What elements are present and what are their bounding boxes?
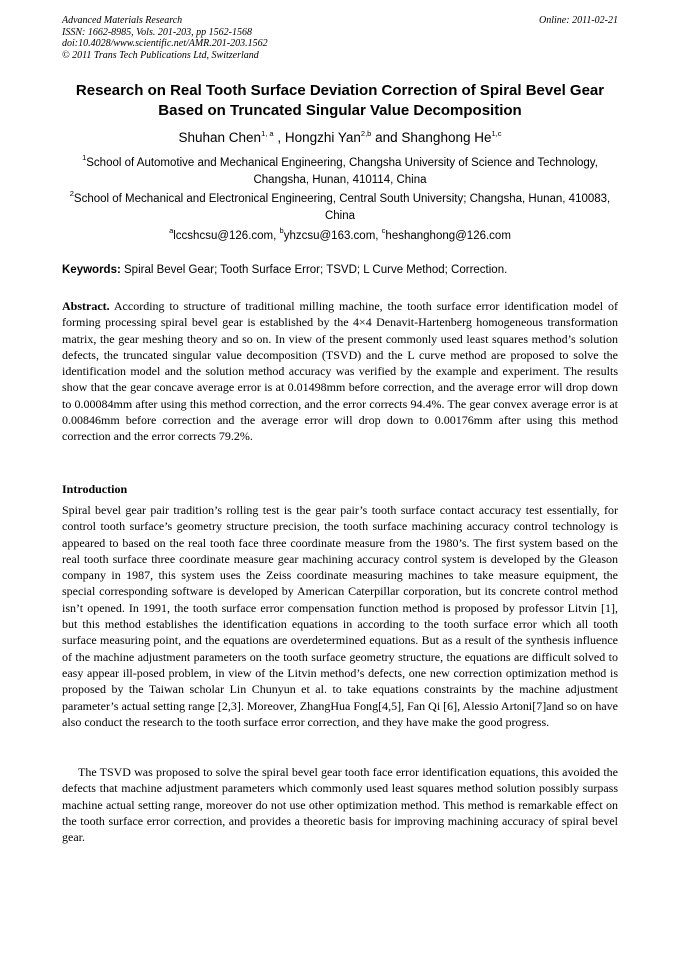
affiliation-superscript: 1 (82, 153, 87, 163)
doi-line: doi:10.4028/www.scientific.net/AMR.201-203.1562 (62, 38, 268, 49)
section-heading-introduction: Introduction (62, 482, 128, 496)
online-date: Online: 2011-02-21 (539, 15, 618, 26)
author-separator: , (273, 130, 285, 145)
keywords (62, 262, 618, 278)
author-list (62, 129, 618, 147)
affiliation-2 (62, 191, 618, 224)
author-superscript: 1,c (491, 128, 502, 138)
affiliation-superscript: 2 (69, 189, 74, 199)
email-address: lccshcsu@126.com (173, 230, 274, 242)
abstract (62, 298, 618, 445)
email-superscript: c (381, 226, 386, 236)
paper-title: Research on Real Tooth Surface Deviation Correction of Spiral Bevel Gear Based on Truncated Singular Value Decomposition (75, 82, 605, 119)
abstract-text: According to structure of traditional milling machine, the tooth surface error identification model of forming processing spiral bevel gear is established by the 4×4 Denavit-Hartenberg homogeneous transformation matrix, the gear meshing theory and so on. In view of the present commonly used least squares method’s solution defects, the truncated singular value decomposition (TSVD) and the L curve method are proposed to solve the identification model and the solution method accuracy was verified by the example and experiment. The results show that the gear concave average error is at 0.01498mm before correction, and the average error will drop down to 0.00084mm after using this method correction, and the error corrects 94.4%. The gear convex average error is at 0.00846mm before correction and the average error will drop down to 0.00176mm after using this method correction and the error corrects 79.2%. (62, 299, 618, 444)
journal-name: Advanced Materials Research (62, 15, 183, 26)
keywords-label: Keywords: (62, 264, 121, 276)
abstract-label: Abstract. (62, 299, 110, 313)
issn-line: ISSN: 1662-8985, Vols. 201-203, pp 1562-1568 (62, 26, 252, 38)
email-address: heshanghong@126.com (385, 230, 511, 242)
author-superscript: 2,b (360, 128, 372, 138)
affiliation-text: School of Automotive and Mechanical Engineering, Changsha University of Science and Technology, Changsha, Hunan, 410114, China (86, 157, 598, 186)
author-name: Shanghong He (401, 130, 492, 145)
copyright-line: © 2011 Trans Tech Publications Ltd, Switzerland (62, 49, 259, 61)
keywords-text: Spiral Bevel Gear; Tooth Surface Error; TSVD; L Curve Method; Correction. (124, 264, 508, 276)
author-name: Shuhan Chen (178, 130, 262, 145)
author-superscript: 1, a (261, 128, 274, 138)
affiliation-text: School of Mechanical and Electronical Engineering, Central South University; Changsha, Hunan, 410083, China (73, 193, 611, 222)
author-name: Hongzhi Yan (284, 130, 361, 145)
introduction-paragraph-1: Spiral bevel gear pair tradition’s rolling test is the gear pair’s tooth surface contact accuracy test essentially, for control tooth surface’s geometry structure precision, the tooth surface machining accuracy control technology is appeared to based on the real tooth face three coordinate measure from the 1980’s. The first system based on the real tooth surface three coordinate measure gear machining accuracy control system is developed by the Gleason company in 1987, this system uses the Zeiss coordinate measuring machines to take measure equipment, the special corresponding software is developed by American Caterpillar corporation, but its concrete control method isn’t opened. In 1991, the tooth surface error compensation function method is proposed by professor Litvin [1], but this method establishes the identification equations in according to the tooth surface error which all tooth surface measuring point, and the equations are overdetermined equations. But as a result of the synthesis influence of the machine adjustment parameters on the tooth surface geometry structure, the equations are difficult solved to easy appear ill-posed problem, in view of the Litvin method’s defects, one new correction optimization method is proposed by the Taiwan scholar Lin Chunyun et al. to take equations constraints by the machine adjustment parameter’s actual setting range [2,3]. Moreover, ZhangHua Fong[4,5], Fan Qi [6], Alessio Artoni[7]and so on have also conduct the research to the tooth surface error correction, and they have make the good progress. (62, 503, 618, 729)
email-address: yhzcsu@163.com (283, 230, 376, 242)
email-list: $^a$lccshcsu@126.com, $^b$yhzcsu@163.com, $^c$heshanghong@126.com (169, 226, 511, 242)
author-and: and (375, 130, 398, 145)
affiliation-1 (62, 155, 618, 188)
email-superscript: b (279, 226, 284, 236)
email-superscript: a (169, 226, 174, 236)
introduction-paragraph-2: The TSVD was proposed to solve the spiral bevel gear tooth face error identification equations, this avoided the defects that machine adjustment parameters which commonly used least squares method solution possibly surpass machine actual setting range, moreover do not use other optimization method. This method is remarkable effect on the tooth surface error correction, and provides a theoretic basis for improving machining accuracy of spiral bevel gear. (62, 765, 618, 845)
journal-header (62, 15, 618, 61)
